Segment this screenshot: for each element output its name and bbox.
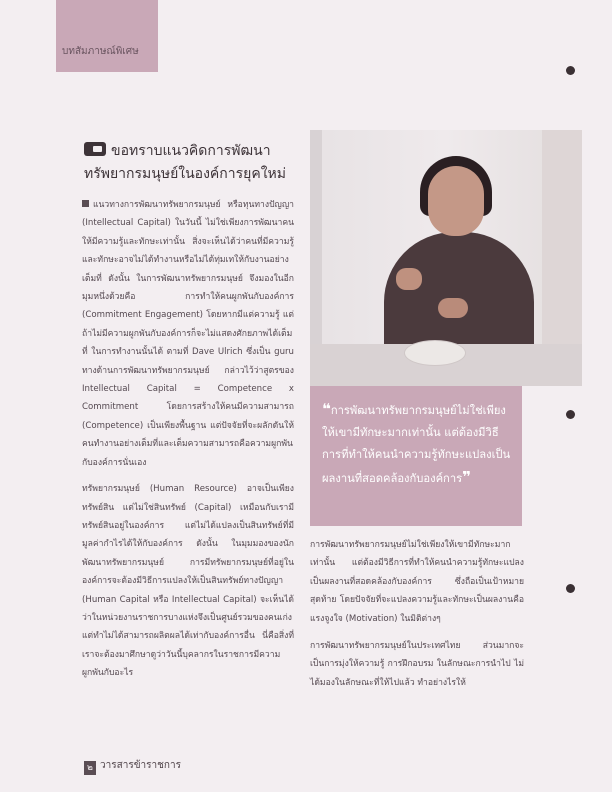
paragraph (82, 480, 294, 682)
interviewee-photo (310, 130, 582, 386)
paragraph (310, 637, 524, 692)
journal-name: วารสารข้าราชการ (100, 760, 181, 771)
section-label: บทสัมภาษณ์พิเศษ (62, 46, 139, 57)
paragraph-text: ทรัพยากรมนุษย์ (Human Resource) อาจเป็นเพียงทรัพย์สิน แต่ไม่ใช่สินทรัพย์ (Capital) เหมือนกับเรามีทรัพย์สินอยู่ในองค์การ แต่ไม่ได้แปลงเป็นสินทรัพย์ที่มีมูลค่ากำไรได้ให้กับองค์การ ดังนั้น ในมุมมองของนักพัฒนาทรัพยากรมนุษย์ การมีทรัพยากรมนุษย์ที่อยู่ในองค์การจะต้องมีวิธีการแปลงให้เป็นสินทรัพย์ทางปัญญา (Human Capital หรือ Intellectual Capital) จะเห็นได้ว่าในหน่วยงานราชการบางแห่งจึงเป็นศูนย์รวมของคนเก่ง แต่ทำไม่ได้สามารถผลิตผลได้เท่ากับองค์การอื่น นี่คือสิ่งที่เราจะต้องมาศึกษาดูว่าวันนี้บุคลากรในราชการมีความผูกพันกับอะไร (82, 484, 294, 679)
right-column (310, 536, 524, 701)
page-footer (84, 758, 181, 775)
close-quote-mark: ❞ (462, 468, 471, 486)
paragraph (310, 536, 524, 628)
section-header-tab (56, 0, 158, 72)
square-bullet-icon (82, 200, 89, 207)
pull-quote (322, 398, 514, 490)
photo-person-hand (438, 298, 468, 318)
open-quote-mark: ❝ (322, 400, 331, 418)
photo-person-body (384, 232, 534, 352)
question-heading (84, 140, 320, 186)
paragraph (82, 196, 294, 472)
margin-dot (566, 66, 575, 75)
margin-dot (566, 410, 575, 419)
pull-quote-text: การพัฒนาทรัพยากรมนุษย์ไม่ใช่เพียงให้เขามีทักษะมากเท่านั้น แต่ต้องมีวิธีการที่ทำให้คนนำความรู้ทักษะแปลงเป็นผลงานที่สอดคล้องกับองค์การ (322, 404, 511, 485)
question-marker-icon (84, 142, 106, 156)
photo-person-hand (396, 268, 422, 290)
paragraph-text: การพัฒนาทรัพยากรมนุษย์ไม่ใช่เพียงให้เขามีทักษะมากเท่านั้น แต่ต้องมีวิธีการที่ทำให้คนนำความรู้ทักษะแปลงเป็นผลงานที่สอดคล้องกับองค์การ ซึ่งถือเป็นเป้าหมายสุดท้าย โดยปัจจัยที่จะแปลงความรู้และทักษะเป็นผลงานคือ แรงจูงใจ (Motivation) ในมิติต่างๆ (310, 540, 524, 624)
left-column (82, 196, 294, 691)
margin-dot (566, 584, 575, 593)
photo-cup (404, 340, 466, 366)
photo-person-face (428, 166, 484, 236)
paragraph-text: แนวทางการพัฒนาทรัพยากรมนุษย์ หรือทุนทางปัญญา (Intellectual Capital) ในวันนี้ ไม่ใช่เพียงการพัฒนาคนให้มีความรู้และทักษะเท่านั้น สิ่งจะเห็นได้ว่าคนที่มีความรู้และทักษะอาจไม่ได้ทำงานหรือไม่ได้ทุ่มเทให้กับงานอย่างเต็มที่ ดังนั้น ในการพัฒนาทรัพยากรมนุษย์ จึงมองในอีกมุมหนึ่งด้วยคือ การทำให้คนผูกพันกับองค์การ (Commitment Engagement) โดยหากมีแต่ความรู้ แต่ถ้าไม่มีความผูกพันกับองค์การก็จะไม่แสดงศักยภาพได้เต็มที่ ในการทำงานนั้นได้ ตามที่ Dave Ulrich ซึ่งเป็น guru ทางด้านการพัฒนาทรัพยากรมนุษย์ กล่าวไว้ว่าสูตรของ Intellectual Capital = Competence x Commitment โดยการสร้างให้คนมีความสามารถ (Competence) เป็นเพียงพื้นฐาน แต่ปัจจัยที่จะผลักดันให้คนทำงานอย่างเต็มที่และเต็มความสามารถคือความผูกพันกับองค์การนั่นเอง (82, 200, 294, 468)
page-number: ๒ (84, 761, 96, 775)
paragraph-text: การพัฒนาทรัพยากรมนุษย์ในประเทศไทย ส่วนมากจะเป็นการมุ่งให้ความรู้ การฝึกอบรม ในลักษณะการนำไป ไม่ได้มองในลักษณะที่ให้ไปแล้ว ทำอย่างไรให้ (310, 641, 524, 688)
question-heading-text: ขอทราบแนวคิดการพัฒนาทรัพยากรมนุษย์ในองค์การยุคใหม่ (84, 143, 287, 182)
